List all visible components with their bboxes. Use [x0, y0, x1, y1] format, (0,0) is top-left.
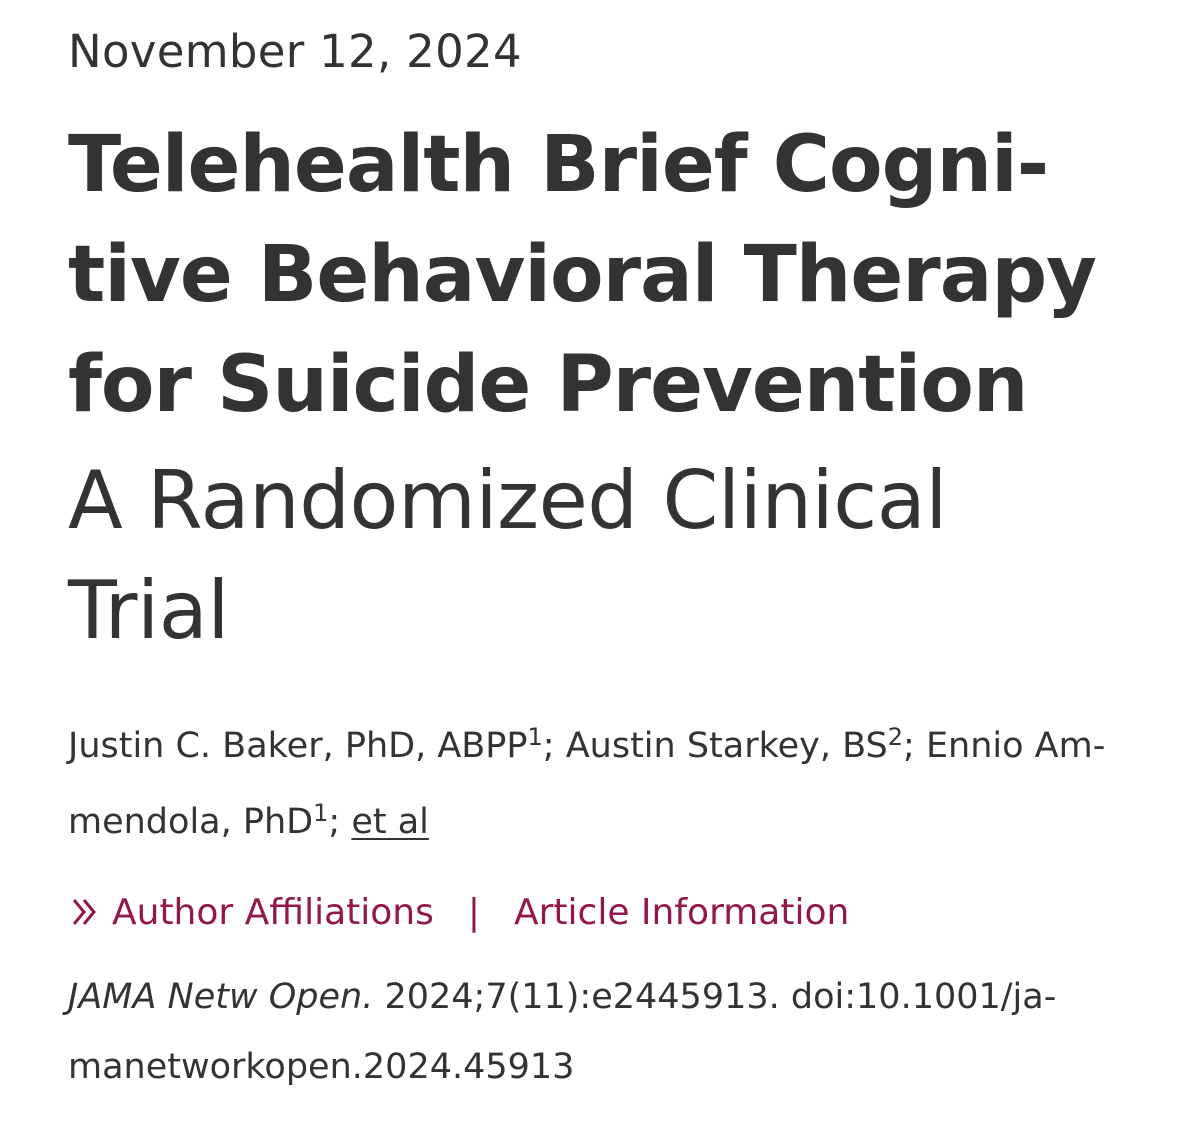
citation-line-1	[68, 962, 1128, 1032]
author-line-1	[68, 708, 1128, 784]
citation	[68, 962, 1128, 1102]
et-al-link[interactable]: et al	[351, 802, 429, 842]
title-line-1: Telehealth Brief Cogni-	[68, 120, 1049, 210]
link-separator: |	[467, 891, 480, 933]
author-separator: ;	[542, 726, 566, 766]
subtitle-line-1: A Randomized Clinical	[68, 454, 947, 547]
citation-details: 2024;7(11):e2445913. doi:10.1001/ja-	[373, 977, 1057, 1017]
author-name: mendola, PhD	[68, 802, 314, 842]
author-name: Austin Starkey, BS	[565, 726, 888, 766]
author-affiliations-label: Author Affiliations	[112, 891, 434, 933]
title-line-3: for Suicide Prevention	[68, 340, 1028, 430]
article-title	[68, 110, 1128, 440]
subtitle-line-2: Trial	[68, 564, 229, 657]
affiliation-superscript: 2	[887, 723, 904, 751]
author-name: Ennio Am-	[925, 726, 1106, 766]
author-line-2	[68, 784, 1128, 860]
article-subtitle	[68, 446, 1128, 666]
author-name: Justin C. Baker, PhD, ABPP	[68, 726, 528, 766]
article-information-link[interactable]: Article Information	[514, 891, 850, 933]
title-line-2: tive Behavioral Therapy	[68, 230, 1097, 320]
affiliation-superscript: 1	[313, 799, 329, 827]
author-affiliations-link[interactable]	[68, 892, 434, 933]
publication-date: November 12, 2024	[68, 25, 522, 78]
journal-name: JAMA Netw Open.	[68, 977, 374, 1017]
article-links	[68, 884, 849, 940]
double-chevron-right-icon	[68, 894, 104, 930]
author-list	[68, 708, 1128, 860]
affiliation-superscript: 1	[527, 723, 543, 751]
citation-line-2: manetworkopen.2024.45913	[68, 1047, 575, 1087]
author-separator: ;	[328, 802, 352, 842]
author-separator: ;	[903, 726, 926, 766]
